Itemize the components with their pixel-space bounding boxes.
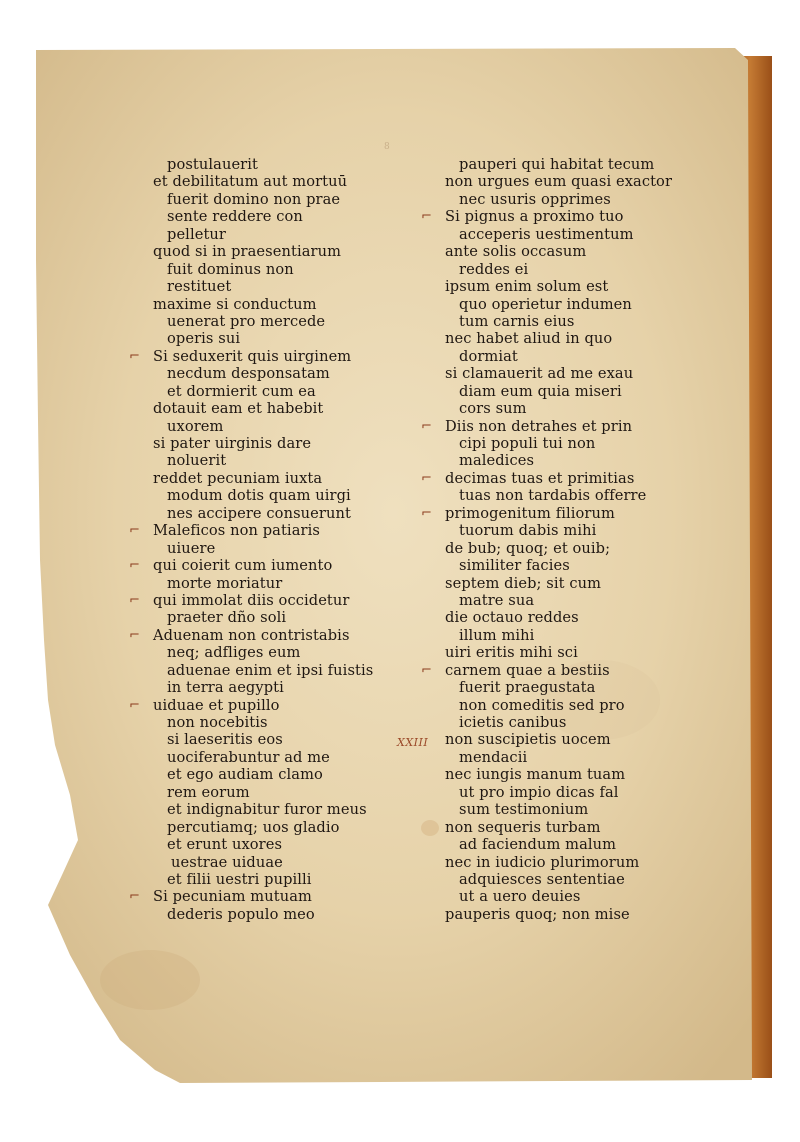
manuscript-line bbox=[445, 854, 672, 871]
manuscript-line bbox=[445, 278, 672, 295]
line-text: et filii uestri pupilli bbox=[167, 870, 312, 888]
line-text: die octauo reddes bbox=[445, 609, 579, 627]
manuscript-line bbox=[421, 469, 672, 487]
line-text: nec habet aliud in quo bbox=[445, 330, 613, 348]
line-text: uxorem bbox=[167, 417, 224, 435]
manuscript-line bbox=[153, 609, 373, 626]
line-text: tuorum dabis mihi bbox=[459, 522, 597, 540]
line-text: decimas tuas et primitias bbox=[445, 469, 635, 487]
manuscript-line bbox=[445, 766, 672, 783]
manuscript-line bbox=[421, 208, 672, 226]
manuscript-line bbox=[445, 906, 672, 923]
manuscript-line bbox=[153, 173, 373, 190]
manuscript-line bbox=[153, 575, 373, 592]
manuscript-line bbox=[153, 243, 373, 260]
manuscript-line bbox=[445, 819, 672, 836]
line-text: pauperis quoq; non mise bbox=[445, 905, 630, 923]
stain-area bbox=[100, 950, 200, 1010]
line-text: nec usuris opprimes bbox=[459, 190, 611, 208]
line-text: ad faciendum malum bbox=[459, 836, 617, 854]
manuscript-line bbox=[445, 836, 672, 853]
line-text: similiter facies bbox=[459, 557, 570, 575]
manuscript-line bbox=[153, 418, 373, 435]
manuscript-line bbox=[153, 278, 373, 295]
manuscript-line bbox=[421, 417, 672, 435]
line-text: Si pecuniam mutuam bbox=[153, 888, 312, 906]
manuscript-line bbox=[153, 452, 373, 469]
line-text: uenerat pro mercede bbox=[167, 312, 326, 330]
line-text: matre sua bbox=[459, 591, 535, 609]
manuscript-line bbox=[445, 365, 672, 382]
manuscript-line bbox=[445, 191, 672, 208]
line-text: non sequeris turbam bbox=[445, 818, 601, 836]
paragraph-mark-icon: ⌐ bbox=[421, 505, 432, 521]
line-text: cors sum bbox=[459, 400, 527, 418]
line-text: restituet bbox=[167, 278, 232, 296]
paragraph-mark-icon: ⌐ bbox=[129, 348, 140, 364]
line-text: si clamauerit ad me exau bbox=[445, 365, 634, 383]
faint-folio-mark: 8 bbox=[384, 142, 390, 152]
manuscript-line bbox=[445, 731, 672, 748]
line-text: noluerit bbox=[167, 452, 227, 470]
manuscript-line bbox=[153, 801, 373, 818]
manuscript-line bbox=[153, 330, 373, 347]
line-text: fuerit praegustata bbox=[459, 679, 596, 697]
paragraph-mark-icon: ⌐ bbox=[421, 662, 432, 678]
manuscript-line bbox=[153, 400, 373, 417]
line-text: dederis populo meo bbox=[167, 905, 315, 923]
line-text: non comeditis sed pro bbox=[459, 696, 625, 714]
line-text: operis sui bbox=[167, 330, 241, 348]
manuscript-line bbox=[153, 383, 373, 400]
line-text: illum mihi bbox=[459, 626, 535, 644]
line-text: pelletur bbox=[167, 225, 226, 243]
line-text: reddes ei bbox=[459, 260, 529, 278]
manuscript-line bbox=[153, 365, 373, 382]
manuscript-line bbox=[153, 714, 373, 731]
manuscript-line bbox=[445, 435, 672, 452]
line-text: sum testimonium bbox=[459, 801, 589, 819]
paragraph-mark-icon: ⌐ bbox=[421, 209, 432, 225]
line-text: postulauerit bbox=[167, 156, 258, 173]
line-text: ante solis occasum bbox=[445, 243, 587, 261]
manuscript-line bbox=[153, 819, 373, 836]
text-column-right bbox=[421, 156, 673, 923]
chapter-numeral: XXIII bbox=[397, 736, 429, 749]
line-text: rem eorum bbox=[167, 783, 250, 801]
manuscript-line bbox=[153, 470, 373, 487]
manuscript-line bbox=[445, 383, 672, 400]
line-text: et debilitatum aut mortuū bbox=[153, 173, 348, 191]
line-text: ipsum enim solum est bbox=[445, 278, 609, 296]
manuscript-line bbox=[445, 540, 672, 557]
manuscript-line bbox=[445, 296, 672, 313]
manuscript-line bbox=[153, 784, 373, 801]
line-text: quod si in praesentiarum bbox=[153, 243, 342, 261]
manuscript-line bbox=[445, 348, 672, 365]
line-text: dormiat bbox=[459, 347, 518, 365]
manuscript-line bbox=[153, 766, 373, 783]
manuscript-line bbox=[445, 679, 672, 696]
manuscript-line bbox=[153, 854, 373, 871]
manuscript-line bbox=[153, 906, 373, 923]
manuscript-line bbox=[445, 592, 672, 609]
line-text: uiduae et pupillo bbox=[153, 696, 280, 714]
manuscript-line bbox=[153, 487, 373, 504]
line-text: ut a uero deuies bbox=[459, 888, 581, 906]
manuscript-line bbox=[129, 591, 373, 609]
manuscript-line bbox=[153, 261, 373, 278]
line-text: si pater uirginis dare bbox=[153, 435, 312, 452]
line-text: tuas non tardabis offerre bbox=[459, 487, 647, 505]
line-text: modum dotis quam uirgi bbox=[167, 487, 351, 505]
line-text: mendacii bbox=[459, 748, 528, 766]
manuscript-line bbox=[445, 697, 672, 714]
line-text: reddet pecuniam iuxta bbox=[153, 469, 323, 487]
manuscript-line bbox=[129, 522, 373, 540]
line-text: quo operietur indumen bbox=[459, 295, 632, 313]
manuscript-line bbox=[129, 626, 373, 644]
paragraph-mark-icon: ⌐ bbox=[129, 523, 140, 539]
manuscript-line bbox=[153, 644, 373, 661]
line-text: aduenae enim et ipsi fuistis bbox=[167, 661, 374, 679]
manuscript-line bbox=[445, 261, 672, 278]
manuscript-line bbox=[153, 156, 373, 173]
manuscript-line bbox=[445, 400, 672, 417]
line-text: non urgues eum quasi exactor bbox=[445, 173, 673, 191]
line-text: et erunt uxores bbox=[167, 836, 283, 854]
line-text: praeter dño soli bbox=[167, 609, 287, 627]
manuscript-line bbox=[445, 522, 672, 539]
line-text: nec iungis manum tuam bbox=[445, 766, 626, 784]
manuscript-line bbox=[445, 644, 672, 661]
line-text: Diis non detrahes et prin bbox=[445, 417, 633, 435]
manuscript-line bbox=[153, 731, 373, 748]
paragraph-mark-icon: ⌐ bbox=[129, 697, 140, 713]
manuscript-line bbox=[445, 609, 672, 626]
line-text: qui immolat diis occidetur bbox=[153, 591, 350, 609]
line-text: nec in iudicio plurimorum bbox=[445, 853, 640, 871]
line-text: non nocebitis bbox=[167, 714, 268, 731]
line-text: si laeseritis eos bbox=[167, 731, 283, 749]
line-text: de bub; quoq; et ouib; bbox=[445, 539, 611, 557]
line-text: et indignabitur furor meus bbox=[167, 801, 367, 819]
manuscript-line bbox=[445, 871, 672, 888]
manuscript-line bbox=[153, 679, 373, 696]
line-text: Si seduxerit quis uirginem bbox=[153, 347, 352, 365]
manuscript-line bbox=[153, 191, 373, 208]
manuscript-line bbox=[129, 347, 373, 365]
line-text: Si pignus a proximo tuo bbox=[445, 208, 624, 226]
text-column-left bbox=[129, 156, 374, 923]
line-text: in terra aegypti bbox=[167, 679, 284, 697]
line-text: uestrae uiduae bbox=[171, 853, 283, 871]
line-text: et dormierit cum ea bbox=[167, 382, 316, 400]
line-text: nes accipere consuerunt bbox=[167, 504, 351, 522]
line-text: neq; adfliges eum bbox=[167, 644, 301, 662]
line-text: primogenitum filiorum bbox=[445, 504, 615, 522]
manuscript-line bbox=[153, 871, 373, 888]
line-text: septem dieb; sit cum bbox=[445, 574, 602, 592]
line-text: tum carnis eius bbox=[459, 312, 575, 330]
line-text: Maleficos non patiaris bbox=[153, 522, 320, 540]
manuscript-line bbox=[445, 243, 672, 260]
manuscript-line bbox=[445, 313, 672, 330]
line-text: maxime si conductum bbox=[153, 295, 317, 313]
line-text: uociferabuntur ad me bbox=[167, 748, 330, 766]
manuscript-line bbox=[129, 888, 373, 906]
paragraph-mark-icon: ⌐ bbox=[129, 889, 140, 905]
manuscript-line bbox=[153, 313, 373, 330]
line-text: carnem quae a bestiis bbox=[445, 661, 610, 679]
line-text: fuit dominus non bbox=[167, 260, 294, 278]
manuscript-line bbox=[445, 575, 672, 592]
manuscript-line bbox=[153, 296, 373, 313]
paragraph-mark-icon: ⌐ bbox=[129, 627, 140, 643]
manuscript-line bbox=[445, 452, 672, 469]
manuscript-line bbox=[153, 540, 373, 557]
line-text: necdum desponsatam bbox=[167, 365, 330, 383]
manuscript-line bbox=[129, 696, 373, 714]
line-text: qui coierit cum iumento bbox=[153, 557, 333, 575]
line-text: Aduenam non contristabis bbox=[153, 626, 350, 644]
paragraph-mark-icon: ⌐ bbox=[129, 558, 140, 574]
manuscript-line bbox=[445, 487, 672, 504]
line-text: dotauit eam et habebit bbox=[153, 400, 324, 418]
line-text: ut pro impio dicas fal bbox=[459, 783, 619, 801]
line-text: non suscipietis uocem bbox=[445, 731, 611, 749]
line-text: pauperi qui habitat tecum bbox=[459, 156, 655, 173]
manuscript-line bbox=[445, 801, 672, 818]
line-text: percutiamq; uos gladio bbox=[167, 818, 340, 836]
manuscript-line bbox=[445, 557, 672, 574]
line-text: fuerit domino non prae bbox=[167, 190, 341, 208]
manuscript-line bbox=[445, 888, 672, 905]
paragraph-mark-icon: ⌐ bbox=[421, 470, 432, 486]
line-text: adquiesces sententiae bbox=[459, 870, 625, 888]
manuscript-line bbox=[421, 661, 672, 679]
stain-spot bbox=[421, 820, 439, 836]
manuscript-line bbox=[153, 836, 373, 853]
manuscript-line bbox=[445, 627, 672, 644]
manuscript-line bbox=[445, 330, 672, 347]
paragraph-mark-icon: ⌐ bbox=[129, 592, 140, 608]
line-text: icietis canibus bbox=[459, 714, 567, 731]
paragraph-mark-icon: ⌐ bbox=[421, 418, 432, 434]
manuscript-line bbox=[421, 504, 672, 522]
line-text: cipi populi tui non bbox=[459, 435, 596, 452]
manuscript-line bbox=[445, 749, 672, 766]
manuscript-line bbox=[153, 435, 373, 452]
line-text: acceperis uestimentum bbox=[459, 225, 634, 243]
manuscript-line bbox=[445, 784, 672, 801]
manuscript-line bbox=[445, 714, 672, 731]
manuscript-line bbox=[153, 226, 373, 243]
manuscript-line bbox=[129, 557, 373, 575]
line-text: uiuere bbox=[167, 539, 216, 557]
manuscript-line bbox=[153, 662, 373, 679]
manuscript-line bbox=[445, 156, 672, 173]
line-text: morte moriatur bbox=[167, 574, 283, 592]
line-text: et ego audiam clamo bbox=[167, 766, 323, 784]
manuscript-line bbox=[153, 749, 373, 766]
manuscript-line bbox=[445, 226, 672, 243]
manuscript-line bbox=[153, 208, 373, 225]
manuscript-line bbox=[445, 173, 672, 190]
line-text: uiri eritis mihi sci bbox=[445, 644, 578, 662]
line-text: sente reddere con bbox=[167, 208, 303, 226]
manuscript-line bbox=[153, 505, 373, 522]
line-text: maledices bbox=[459, 452, 535, 470]
line-text: diam eum quia miseri bbox=[459, 382, 622, 400]
